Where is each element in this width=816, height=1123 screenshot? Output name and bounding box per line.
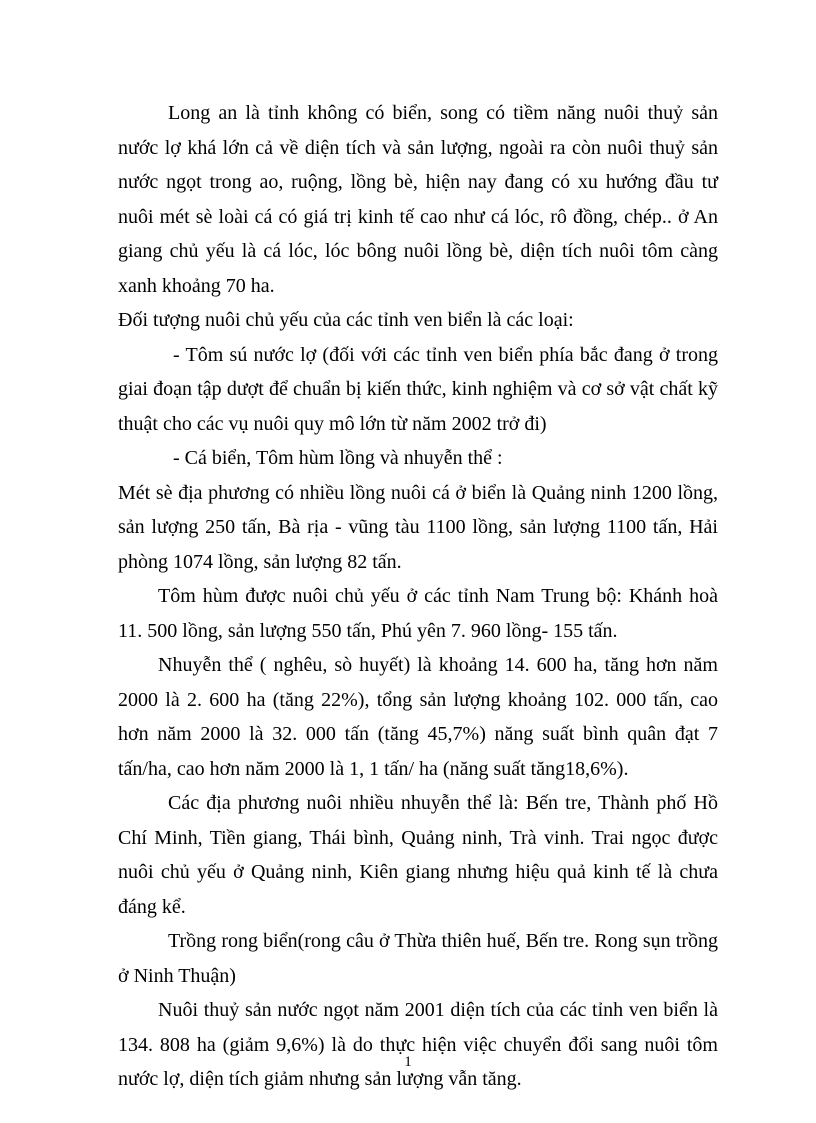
paragraph-target-species: Đối tượng nuôi chủ yếu của các tỉnh ven biển là các loại: (118, 309, 574, 331)
paragraph-lobster: Tôm hùm được nuôi chủ yếu ở các tỉnh Nam Trung bộ: Khánh hoà 11. 500 lồng, sản lượng 550 tấn, Phú yên 7. 960 lồng- 155 tấn. (118, 585, 718, 642)
paragraph-tiger-shrimp: - Tôm sú nước lợ (đối với các tỉnh ven biển phía bắc đang ở trong giai đoạn tập dượt để chuẩn bị kiến thức, kinh nghiệm và cơ sở vật chất kỹ thuật cho các vụ nuôi quy mô lớn từ năm 2002 trở đi) (118, 343, 718, 435)
paragraph-molluscs: Nhuyễn thể ( nghêu, sò huyết) là khoảng 14. 600 ha, tăng hơn năm 2000 là 2. 600 ha (tăng 22%), tổng sản lượng khoảng 102. 000 tấn, cao hơn năm 2000 là 32. 000 tấn (tăng 45,7%) năng suất bình quân đạt 7 tấn/ha, cao hơn năm 2000 là 1, 1 tấn/ ha (năng suất tăng18,6%). (118, 654, 718, 780)
paragraph-long-an: Long an là tỉnh không có biển, song có tiềm năng nuôi thuỷ sản nước lợ khá lớn cả về diện tích và sản lượng, ngoài ra còn nuôi thuỷ sản nước ngọt trong ao, ruộng, lồng bè, hiện nay đang có xu hướng đầu tư nuôi mét sè loài cá có giá trị kinh tế cao như cá lóc, rô đồng, chép.. ở An giang chủ yếu là cá lóc, lóc bông nuôi lồng bè, diện tích nuôi tôm càng xanh khoảng 70 ha. (118, 102, 718, 297)
paragraph-seaweed: Trồng rong biển(rong câu ở Thừa thiên huế, Bến tre. Rong sụn trồng ở Ninh Thuận) (118, 930, 718, 987)
paragraph-marine-fish: - Cá biển, Tôm hùm lồng và nhuyễn thể : (173, 447, 503, 469)
paragraph-freshwater: Nuôi thuỷ sản nước ngọt năm 2001 diện tích của các tỉnh ven biển là 134. 808 ha (giảm 9,6%) là do thực hiện việc chuyển đổi sang nuôi tôm nước lợ, diện tích giảm nhưng sản lượng vẫn tăng. (118, 999, 718, 1090)
paragraph-mollusc-localities: Các địa phương nuôi nhiều nhuyễn thể là: Bến tre, Thành phố Hồ Chí Minh, Tiền giang, Thái bình, Quảng ninh, Trà vinh. Trai ngọc được nuôi chủ yếu ở Quảng ninh, Kiên giang nhưng hiệu quả kinh tế là chưa đáng kể. (118, 792, 718, 918)
page-number: 1 (404, 1054, 412, 1070)
paragraph-cage-localities: Mét sè địa phương có nhiều lồng nuôi cá ở biển là Quảng ninh 1200 lồng, sản lượng 250 tấn, Bà rịa - vũng tàu 1100 lồng, sản lượng 1100 tấn, Hải phòng 1074 lồng, sản lượng 82 tấn. (118, 481, 718, 573)
document-body (118, 96, 718, 1097)
